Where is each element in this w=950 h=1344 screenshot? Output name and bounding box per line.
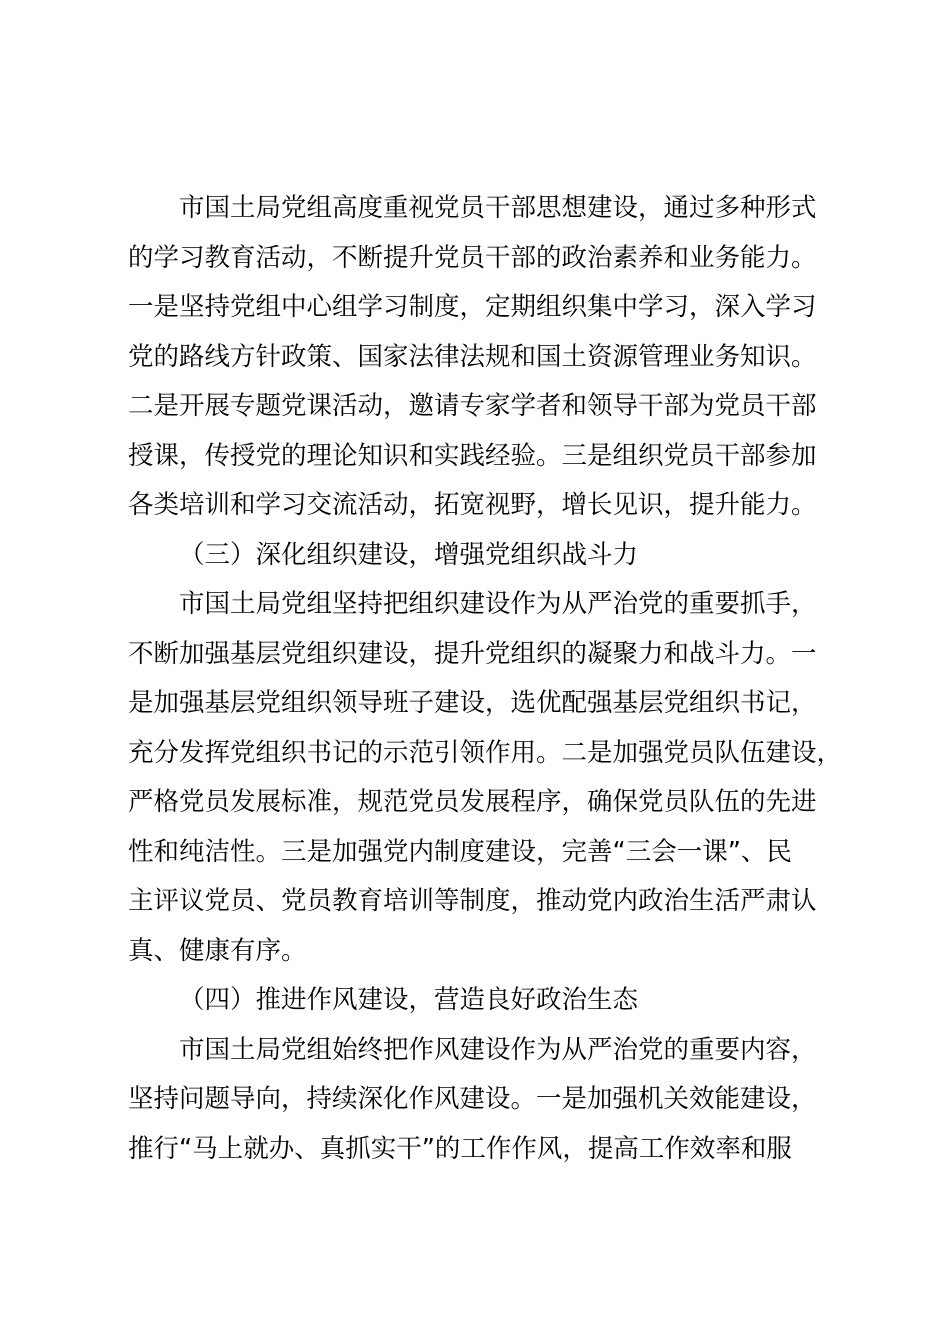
- paragraph-2-line-6: 性和纯洁性。三是加强党内制度建设，完善“三会一课”、民: [128, 836, 792, 867]
- paragraph-2-line-4: 充分发挥党组织书记的示范引领作用。二是加强党员队伍建设，: [128, 737, 843, 768]
- paragraph-3-line-3: 推行“马上就办、真抓实干”的工作作风，提高工作效率和服: [128, 1133, 792, 1164]
- paragraph-2-line-3: 是加强基层党组织领导班子建设，选优配强基层党组织书记，: [128, 688, 817, 718]
- section-heading-3: （三）深化组织建设，增强党组织战斗力: [179, 539, 639, 570]
- paragraph-1-line-7: 各类培训和学习交流活动，拓宽视野，增长见识，提升能力。: [128, 490, 817, 520]
- paragraph-3-line-1: 市国土局党组始终把作风建设作为从严治党的重要内容，: [179, 1034, 817, 1065]
- paragraph-2-line-2: 不断加强基层党组织建设，提升党组织的凝聚力和战斗力。一: [128, 638, 817, 669]
- paragraph-3-line-2: 坚持问题导向，持续深化作风建设。一是加强机关效能建设，: [128, 1084, 817, 1114]
- paragraph-1-line-4: 党的路线方针政策、国家法律法规和国土资源管理业务知识。: [128, 341, 817, 372]
- paragraph-1-line-5: 二是开展专题党课活动，邀请专家学者和领导干部为党员干部: [128, 391, 817, 421]
- paragraph-2-line-1: 市国土局党组坚持把组织建设作为从严治党的重要抓手，: [179, 589, 817, 619]
- paragraph-1-line-6: 授课，传授党的理论知识和实践经验。三是组织党员干部参加: [128, 440, 817, 471]
- paragraph-2-line-8: 真、健康有序。: [128, 935, 307, 966]
- paragraph-2-line-7: 主评议党员、党员教育培训等制度，推动党内政治生活严肃认: [128, 886, 817, 916]
- document-body: [128, 184, 843, 1174]
- section-heading-4: （四）推进作风建设，营造良好政治生态: [179, 985, 639, 1015]
- paragraph-1-line-1: 市国土局党组高度重视党员干部思想建设，通过多种形式: [179, 193, 817, 223]
- paragraph-1-line-3: 一是坚持党组中心组学习制度，定期组织集中学习，深入学习: [128, 292, 817, 322]
- paragraph-2-line-5: 严格党员发展标准，规范党员发展程序，确保党员队伍的先进: [128, 787, 817, 817]
- paragraph-1-line-2: 的学习教育活动，不断提升党员干部的政治素养和业务能力。: [128, 242, 817, 273]
